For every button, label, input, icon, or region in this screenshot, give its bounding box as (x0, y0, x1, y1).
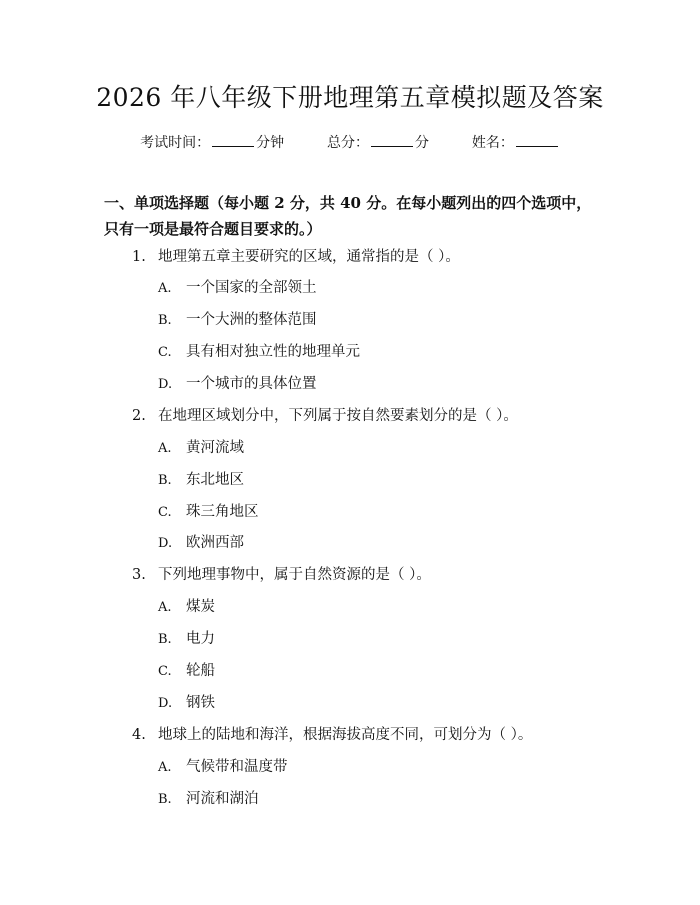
option-text: 一个城市的具体位置 (186, 376, 317, 392)
option-letter: B. (158, 313, 172, 328)
time-unit: 分钟 (256, 135, 285, 151)
name-blank (516, 134, 558, 147)
option-2a (158, 436, 244, 457)
option-letter: D. (158, 536, 173, 551)
score-unit: 分 (415, 135, 429, 151)
section-heading: 一、单项选择题（每小题 2 分，共 40 分。在每小题列出的四个选项中，只有一项是最符合题目要求的。） (104, 194, 592, 238)
option-letter: D. (158, 696, 173, 711)
question-4 (132, 723, 532, 744)
option-letter: A. (158, 281, 172, 296)
option-1a (158, 276, 317, 297)
question-number: 4. (132, 727, 146, 743)
option-letter: B. (158, 632, 172, 647)
option-text: 轮船 (186, 663, 215, 679)
question-number: 2. (132, 408, 146, 424)
option-4b (158, 787, 259, 808)
option-text: 煤炭 (186, 599, 215, 615)
option-letter: B. (158, 792, 172, 807)
option-letter: C. (158, 345, 172, 360)
exam-meta-line (0, 132, 700, 152)
option-letter: A. (158, 760, 172, 775)
question-1 (132, 245, 460, 266)
option-2b (158, 468, 244, 489)
question-text: 下列地理事物中，属于自然资源的是（ ）。 (158, 567, 431, 583)
page-title: 2026 年八年级下册地理第五章模拟题及答案 (96, 83, 604, 112)
option-1c (158, 340, 360, 361)
option-1b (158, 308, 317, 329)
option-letter: C. (158, 505, 172, 520)
option-3c (158, 659, 215, 680)
option-4a (158, 755, 288, 776)
option-text: 一个大洲的整体范围 (186, 312, 317, 328)
question-2 (132, 404, 518, 425)
question-3 (132, 563, 431, 584)
option-text: 河流和湖泊 (186, 791, 259, 807)
question-number: 3. (132, 567, 146, 583)
time-label: 考试时间： (140, 135, 211, 151)
score-label: 总分： (327, 135, 369, 151)
option-text: 一个国家的全部领土 (186, 280, 317, 296)
option-3b (158, 627, 215, 648)
option-letter: B. (158, 473, 172, 488)
name-label: 姓名： (471, 135, 514, 151)
option-text: 黄河流域 (186, 440, 244, 456)
question-text: 在地理区域划分中，下列属于按自然要素划分的是（ ）。 (158, 408, 518, 424)
question-text: 地理第五章主要研究的区域，通常指的是（ ）。 (158, 249, 460, 265)
option-text: 钢铁 (186, 695, 215, 711)
option-text: 气候带和温度带 (186, 759, 288, 775)
option-text: 具有相对独立性的地理单元 (186, 344, 360, 360)
option-letter: A. (158, 600, 172, 615)
option-text: 珠三角地区 (186, 504, 259, 520)
time-blank (212, 134, 254, 147)
option-3a (158, 595, 215, 616)
option-text: 欧洲西部 (186, 535, 244, 551)
option-2c (158, 500, 259, 521)
option-letter: A. (158, 441, 172, 456)
option-3d (158, 691, 215, 712)
option-2d (158, 531, 244, 552)
question-text: 地球上的陆地和海洋，根据海拔高度不同，可划分为（ ）。 (158, 727, 533, 743)
option-1d (158, 372, 317, 393)
score-blank (371, 134, 413, 147)
option-text: 东北地区 (186, 472, 244, 488)
option-letter: D. (158, 377, 173, 392)
question-number: 1. (132, 249, 146, 265)
option-letter: C. (158, 664, 172, 679)
option-text: 电力 (186, 631, 215, 647)
